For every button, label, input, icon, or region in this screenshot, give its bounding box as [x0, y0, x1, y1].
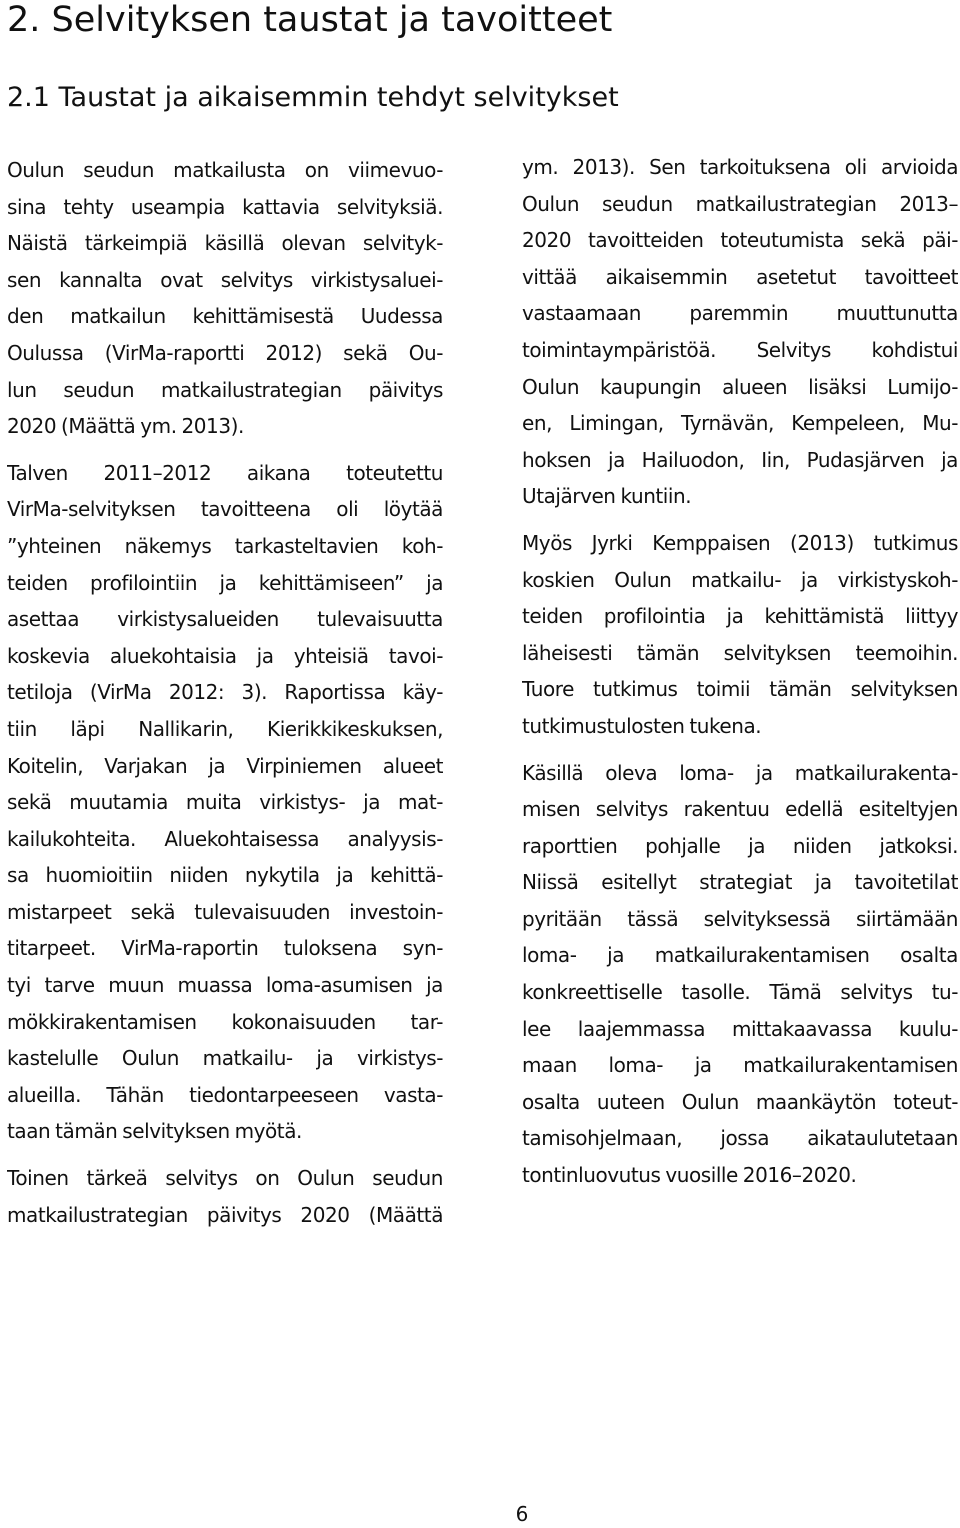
text-line: Toinen tärkeä selvitys on Oulun seudun	[7, 1166, 443, 1191]
text-line: läheisesti tämän selvityksen teemoihin.	[522, 640, 958, 665]
text-line: Käsillä oleva loma- ja matkailurakenta-	[522, 760, 958, 785]
text-line: teiden profilointiin ja kehittämiseen” ja	[7, 570, 443, 595]
text-line: tontinluovutus vuosille 2016–2020.	[522, 1163, 857, 1188]
text-line: hoksen ja Hailuodon, Iin, Pudasjärven ja	[522, 447, 958, 472]
text-line: tetiloja (VirMa 2012: 3). Raportissa käy-	[7, 680, 443, 705]
text-line: en, Limingan, Tyrnävän, Kempeleen, Mu-	[522, 411, 958, 436]
text-line: lee laajemmassa mittakaavassa kuulu-	[522, 1016, 958, 1041]
text-line: tiin läpi Nallikarin, Kierikkikeskuksen,	[7, 716, 443, 741]
paragraph	[7, 152, 443, 445]
left-column	[7, 152, 443, 1233]
right-column	[522, 149, 958, 1194]
text-line: tamisohjelmaan, jossa aikataulutetaan	[522, 1126, 958, 1151]
section-heading: 2. Selvityksen taustat ja tavoitteet	[7, 0, 613, 40]
text-line: ym. 2013). Sen tarkoituksena oli arvioida	[522, 155, 958, 179]
text-line: maan loma- ja matkailurakentamisen	[522, 1053, 958, 1078]
text-line: kailukohteita. Aluekohtaisessa analyysis-	[7, 826, 443, 851]
text-line: loma- ja matkailurakentamisen osalta	[522, 943, 958, 968]
text-line: mökkirakentamisen kokonaisuuden tar-	[7, 1009, 443, 1034]
text-line: taan tämän selvityksen myötä.	[7, 1119, 302, 1144]
text-line: pyritään tässä selvityksessä siirtämään	[522, 906, 958, 931]
text-line: konkreettiselle tasolle. Tämä selvitys tu-	[522, 980, 958, 1005]
text-line: sen kannalta ovat selvitys virkistysaluei-	[7, 267, 443, 292]
paragraph	[522, 525, 958, 745]
text-line: sekä muutamia muita virkistys- ja mat-	[7, 790, 443, 815]
paragraph	[522, 755, 958, 1194]
text-line: Oulun seudun matkailustrategian 2013–	[522, 191, 958, 216]
text-line: Talven 2011–2012 aikana toteutettu	[7, 460, 443, 485]
text-line: Utajärven kuntiin.	[522, 484, 692, 509]
text-line: Myös Jyrki Kemppaisen (2013) tutkimus	[522, 530, 958, 555]
text-line: Koitelin, Varjakan ja Virpiniemen alueet	[7, 753, 443, 778]
text-line: asettaa virkistysalueiden tulevaisuutta	[7, 607, 443, 632]
text-line: Niissä esitellyt strategiat ja tavoitetilat	[522, 870, 958, 895]
text-line: 2020 (Määttä ym. 2013).	[7, 414, 244, 439]
page-number: 6	[515, 1502, 529, 1526]
text-line: tutkimustulosten tukena.	[522, 713, 762, 738]
text-line: Tuore tutkimus toimii tämän selvityksen	[522, 677, 958, 702]
text-line: matkailustrategian päivitys 2020 (Määttä	[7, 1202, 443, 1227]
text-line: Oulun seudun matkailusta on viimevuo-	[7, 158, 443, 182]
text-line: teiden profilointia ja kehittämistä liittyy	[522, 604, 958, 629]
text-line: ”yhteinen näkemys tarkasteltavien koh-	[7, 533, 443, 558]
text-line: Oulun kaupungin alueen lisäksi Lumijo-	[522, 374, 958, 399]
paragraph	[522, 149, 958, 515]
text-line: raporttien pohjalle ja niiden jatkoksi.	[522, 833, 958, 858]
subsection-heading: 2.1 Taustat ja aikaisemmin tehdyt selvitykset	[7, 82, 619, 113]
paragraph	[7, 1160, 443, 1233]
text-line: alueilla. Tähän tiedontarpeeseen vasta-	[7, 1082, 443, 1107]
text-line: koskien Oulun matkailu- ja virkistyskoh-	[522, 567, 958, 592]
text-line: toimintaympäristöä. Selvitys kohdistui	[522, 337, 958, 362]
text-line: misen selvitys rakentuu edellä esiteltyjen	[522, 797, 958, 822]
paragraph	[7, 455, 443, 1150]
text-line: lun seudun matkailustrategian päivitys	[7, 377, 443, 402]
text-line: osalta uuteen Oulun maankäytön toteut-	[522, 1089, 958, 1114]
text-line: den matkailun kehittämisestä Uudessa	[7, 304, 443, 329]
text-line: Oulussa (VirMa-raportti 2012) sekä Ou-	[7, 340, 443, 365]
text-line: sina tehty useampia kattavia selvityksiä.	[7, 194, 443, 219]
text-line: tyi tarve muun muassa loma-asumisen ja	[7, 973, 443, 998]
text-line: mistarpeet sekä tulevaisuuden investoin-	[7, 899, 443, 924]
text-line: koskevia aluekohtaisia ja yhteisiä tavoi-	[7, 643, 443, 668]
text-line: VirMa-selvityksen tavoitteena oli löytää	[7, 497, 443, 522]
text-line: kastelulle Oulun matkailu- ja virkistys-	[7, 1046, 443, 1071]
text-line: titarpeet. VirMa-raportin tuloksena syn-	[7, 936, 443, 961]
text-line: 2020 tavoitteiden toteutumista sekä päi-	[522, 228, 958, 253]
text-line: Näistä tärkeimpiä käsillä olevan selvityk-	[7, 231, 443, 256]
text-line: sa huomioitiin niiden nykytila ja kehittä-	[7, 863, 443, 888]
text-line: vastaamaan paremmin muuttunutta	[522, 301, 958, 326]
text-line: vittää aikaisemmin asetetut tavoitteet	[522, 264, 958, 289]
